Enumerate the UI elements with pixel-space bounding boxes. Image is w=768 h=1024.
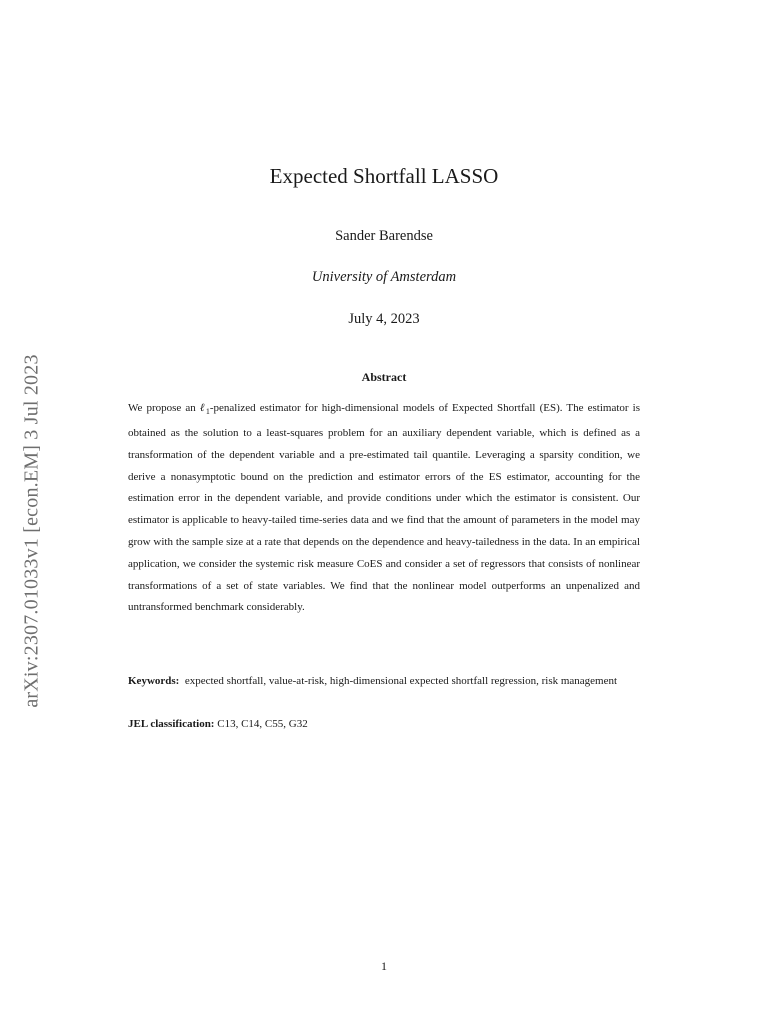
author-affiliation: University of Amsterdam bbox=[311, 269, 457, 285]
abstract-text-rest: -penalized estimator for high-dimensional models of Expected Shortfall (ES). The estimator is obtained as the solution to a least-squares problem for an auxiliary dependent variable, which is defined as a transformation of the dependent variable and a pre-estimated tail quantile. Leveraging a sparsity condition, we derive a nonasymptotic bound on the prediction and estimator errors of the ES estimator, accounting for the estimation error in the dependent variable, and provide conditions under which the estimator is consistent. Our estimator is applicable to heavy-tailed time-series data and we find that the amount of parameters in the model may grow with the sample size at a rate that depends on the dependence and heavy-tailedness in the data. In an empirical application, we consider the systemic risk measure CoES and consider a set of regressors that consists of nonlinear transformations of a set of state variables. We find that the nonlinear model outperforms an unpenalized and untransformed benchmark considerably. bbox=[128, 402, 640, 614]
math-ell-subscript: 1 bbox=[205, 407, 210, 417]
paper-title: Expected Shortfall LASSO bbox=[269, 164, 499, 188]
abstract-text-start: We propose an bbox=[128, 402, 200, 414]
jel-codes: C13, C14, C55, G32 bbox=[217, 718, 308, 730]
keywords-label: Keywords: bbox=[128, 675, 180, 687]
arxiv-identifier: arXiv:2307.01033v1 [econ.EM] 3 Jul 2023 bbox=[20, 354, 43, 708]
math-ell bbox=[199, 402, 210, 417]
abstract-heading: Abstract bbox=[361, 370, 407, 384]
page-number: 1 bbox=[381, 959, 387, 973]
keywords-text: expected shortfall, value-at-risk, high-dimensional expected shortfall regression, risk management bbox=[184, 675, 618, 687]
abstract-body bbox=[128, 398, 640, 619]
paper-date: July 4, 2023 bbox=[348, 311, 420, 327]
jel-section bbox=[128, 714, 640, 736]
math-ell-symbol: ℓ bbox=[199, 402, 206, 414]
author-name: Sander Barendse bbox=[335, 228, 433, 244]
keywords-section bbox=[128, 671, 640, 693]
jel-label: JEL classification: bbox=[128, 718, 215, 730]
